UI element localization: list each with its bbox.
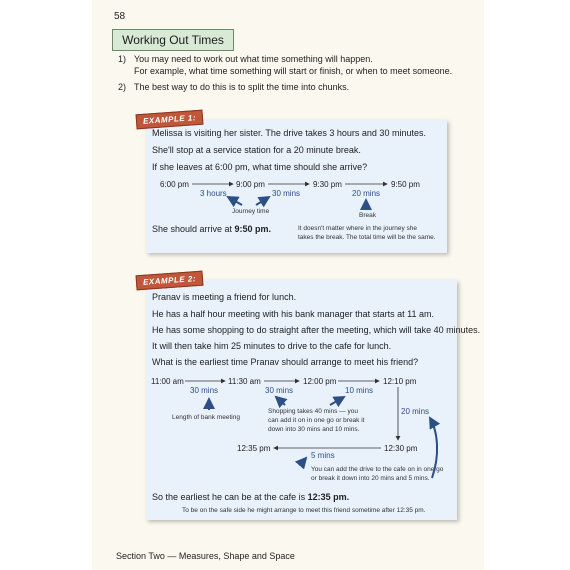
ex1-pointer-3-hours xyxy=(228,197,242,205)
ex2-note-bank: Length of bank meeting xyxy=(172,414,240,421)
ex2-time-1210: 12:10 pm xyxy=(383,377,417,386)
point-2-number: 2) xyxy=(118,82,127,92)
ex1-side-note-line-2: takes the break. The total time will be the same. xyxy=(298,234,436,241)
ex1-time-3: 9:30 pm xyxy=(313,180,342,189)
ex1-answer-value: 9:50 pm. xyxy=(234,224,272,234)
ex2-duration-shop-30: 30 mins xyxy=(265,386,294,395)
example-2-tag: EXAMPLE 2: xyxy=(136,271,204,291)
ex2-time-1200: 12:00 pm xyxy=(303,377,337,386)
ex1-time-4: 9:50 pm xyxy=(391,180,420,189)
ex2-duration-drive-20: 20 mins xyxy=(401,407,430,416)
ex2-time-1230: 12:30 pm xyxy=(384,444,418,453)
ex2-answer-value: 12:35 pm. xyxy=(307,492,350,502)
ex2-note-drive-1: You can add the drive to the cafe on in one go xyxy=(311,466,444,473)
ex2-duration-shop-10: 10 mins xyxy=(345,386,374,395)
ex1-side-note-line-1: It doesn't matter where in the journey she xyxy=(298,225,418,232)
ex1-time-1: 6:00 pm xyxy=(160,180,189,189)
example-1-pointers xyxy=(228,197,366,210)
example-1-tag: EXAMPLE 1: xyxy=(136,110,204,130)
ex1-duration-20-mins: 20 mins xyxy=(352,189,381,198)
ex1-time-2: 9:00 pm xyxy=(236,180,265,189)
ex2-duration-bank: 30 mins xyxy=(190,386,219,395)
ex2-pointer-shop-10 xyxy=(330,397,344,405)
ex2-answer-prefix: So the earliest he can be at the cafe is xyxy=(152,492,308,502)
page-footer: Section Two — Measures, Shape and Space xyxy=(116,551,295,561)
ex2-pointer-drive-5 xyxy=(300,458,306,465)
ex2-time-1100: 11:00 am xyxy=(151,377,184,386)
ex2-time-1130: 11:30 am xyxy=(228,377,261,386)
ex1-duration-30-mins: 30 mins xyxy=(272,189,301,198)
example-1-line-3: If she leaves at 6:00 pm, what time should she arrive? xyxy=(152,162,368,172)
example-1-line-1: Melissa is visiting her sister. The drive takes 3 hours and 30 minutes. xyxy=(152,128,426,138)
ex2-note-shop-2: can add it on in one go or break it xyxy=(268,417,365,424)
ex2-note-shop-1: Shopping takes 40 mins — you xyxy=(268,408,358,415)
point-1-line-1: You may need to work out what time something will happen. xyxy=(134,54,373,64)
example-2-pointers xyxy=(209,397,437,478)
ex2-pointer-drive-20 xyxy=(430,418,437,478)
ex2-duration-drive-5: 5 mins xyxy=(311,451,335,460)
ex2-pointer-shop-30 xyxy=(276,397,285,405)
example-2-line-2: He has a half hour meeting with his bank manager that starts at 11 am. xyxy=(152,309,434,319)
example-2-line-5: What is the earliest time Pranav should arrange to meet his friend? xyxy=(152,357,419,367)
example-2-arrows xyxy=(185,381,398,448)
ex1-note-break: Break xyxy=(359,212,376,219)
example-2-line-4: It will then take him 25 minutes to drive to the cafe for lunch. xyxy=(152,341,392,351)
ex2-safe-note: To be on the safe side he might arrange to meet this friend sometime after 12:35 pm. xyxy=(182,507,426,514)
ex1-note-journey: Journey time xyxy=(232,208,270,215)
ex1-answer-prefix: She should arrive at xyxy=(152,224,235,234)
point-2-line-1: The best way to do this is to split the time into chunks. xyxy=(134,82,350,92)
section-title: Working Out Times xyxy=(112,29,234,51)
ex1-pointer-30-mins xyxy=(256,197,269,205)
page-number: 58 xyxy=(114,11,126,22)
example-2-line-1: Pranav is meeting a friend for lunch. xyxy=(152,292,297,302)
point-1-line-2: For example, what time something will start or finish, or when to meet someone. xyxy=(134,66,453,76)
example-2-line-3: He has some shopping to do straight after the meeting, which will take 40 minutes. xyxy=(152,325,481,335)
ex2-note-drive-2: or break it down into 20 mins and 5 mins. xyxy=(311,475,430,482)
point-1-number: 1) xyxy=(118,54,127,64)
ex2-note-shop-3: down into 30 mins and 10 mins. xyxy=(268,426,360,433)
ex2-time-1235: 12:35 pm xyxy=(237,444,271,453)
example-1-line-2: She'll stop at a service station for a 20 minute break. xyxy=(152,145,361,155)
ex1-duration-3-hours: 3 hours xyxy=(200,189,227,198)
